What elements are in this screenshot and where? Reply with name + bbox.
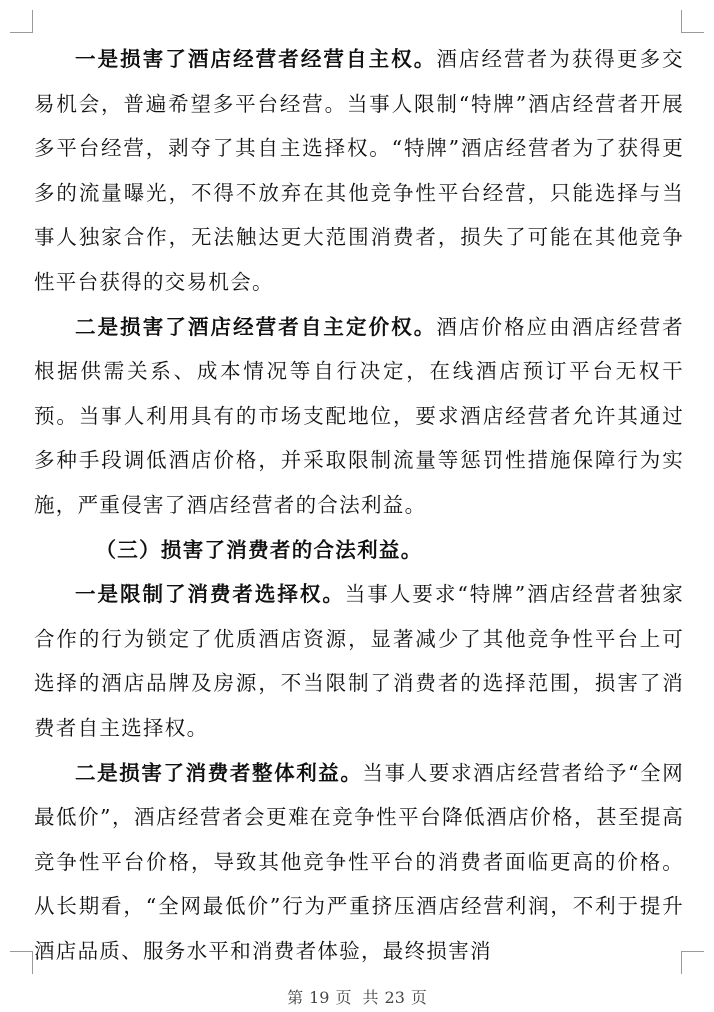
total-pages: 23: [384, 988, 405, 1007]
page-footer: [0, 985, 714, 1008]
paragraph-1: [34, 37, 684, 305]
paragraph-text: 酒店价格应由酒店经营者根据供需关系、成本情况等自行决定，在线酒店预订平台无权干预。当事人利用具有的市场支配地位，要求酒店经营者允许其通过多种手段调低酒店价格，并采取限制流量等惩罚性措施保障行为实施，严重侵害了酒店经营者的合法利益。: [34, 314, 684, 517]
footer-middle: 页 共: [335, 988, 379, 1007]
crop-mark-bottom-left: [10, 951, 33, 974]
paragraph-3: [34, 572, 684, 750]
paragraph-lead: 二是损害了酒店经营者自主定价权。: [75, 314, 437, 339]
paragraph-4: [34, 751, 684, 974]
paragraph-text: 酒店经营者为获得更多交易机会，普遍希望多平台经营。当事人限制“特牌”酒店经营者开展多平台经营，剥夺了其自主选择权。“特牌”酒店经营者为了获得更多的流量曝光，不得不放弃在其他竞争性平台经营，只能选择与当事人独家合作，无法触达更大范围消费者，损失了可能在其他竞争性平台获得的交易机会。: [34, 47, 684, 294]
paragraph-text: 当事人要求“特牌”酒店经营者独家合作的行为锁定了优质酒店资源，显著减少了其他竞争性平台上可选择的酒店品牌及房源，不当限制了消费者的选择范围，损害了消费者自主选择权。: [34, 582, 684, 740]
crop-mark-top-left: [10, 10, 33, 33]
paragraph-lead: 二是损害了消费者整体利益。: [75, 760, 363, 785]
crop-mark-top-right: [681, 10, 704, 33]
section-heading: [34, 528, 684, 573]
page-number: 19: [309, 988, 330, 1007]
paragraph-lead: 一是损害了酒店经营者经营自主权。: [75, 47, 437, 71]
footer-prefix: 第: [287, 988, 304, 1007]
footer-suffix: 页: [410, 988, 427, 1007]
paragraph-lead: 一是限制了消费者选择权。: [75, 582, 345, 607]
paragraph-text: 当事人要求酒店经营者给予“全网最低价”，酒店经营者会更难在竞争性平台降低酒店价格，甚至提高竞争性平台价格，导致其他竞争性平台的消费者面临更高的价格。从长期看，“全网最低价”行为严重挤压酒店经营利润，不利于提升酒店品质、服务水平和消费者体验，最终损害消: [34, 760, 684, 963]
paragraph-2: [34, 305, 684, 528]
document-body: [34, 37, 684, 973]
crop-mark-bottom-right: [681, 951, 704, 974]
section-heading-text: （三）损害了消费者的合法利益。: [95, 537, 423, 562]
